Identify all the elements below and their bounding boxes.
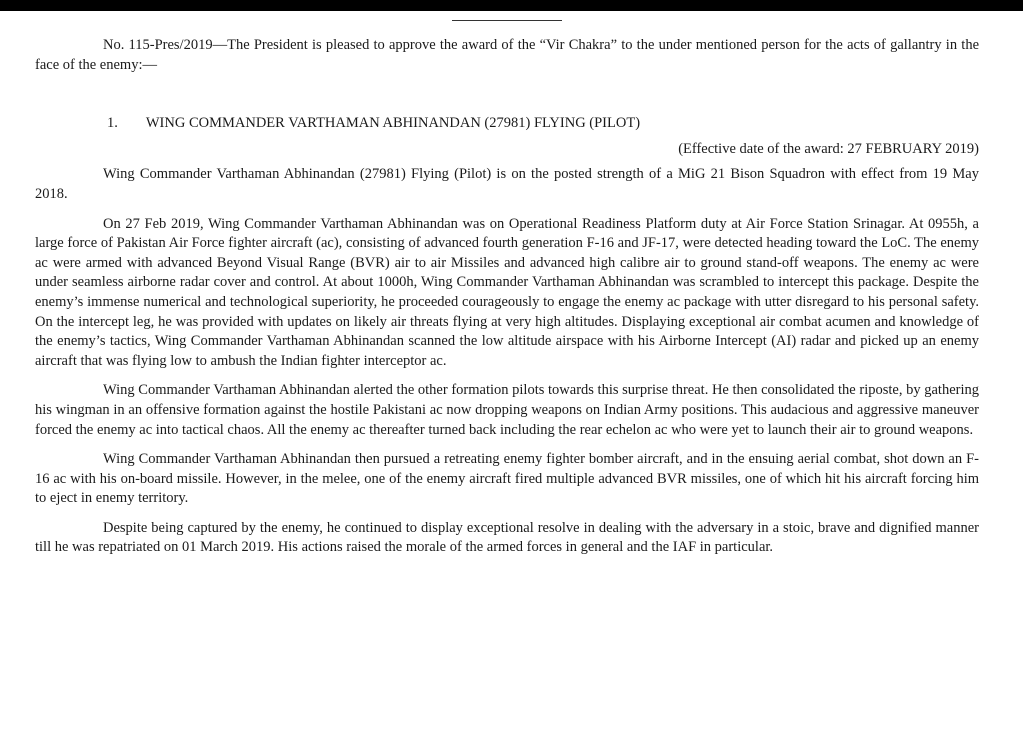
effective-date: (Effective date of the award: 27 FEBRUARY 2019) <box>678 140 979 157</box>
notification-intro: No. 115-Pres/2019—The President is pleased to approve the award of the “Vir Chakra” to the under mentioned person for the acts of gallantry in the face of the enemy:— <box>35 37 979 73</box>
citation-paragraph-5: Despite being captured by the enemy, he continued to display exceptional resolve in dealing with the adversary in a stoic, brave and dignified manner till he was repatriated on 01 March 2019. His actions raised the morale of the armed forces in general and the IAF in particular. <box>35 519 979 556</box>
header-divider <box>452 20 562 21</box>
top-black-bar <box>0 0 1023 11</box>
citation-paragraph-3: Wing Commander Varthaman Abhinandan alerted the other formation pilots towards this surprise threat. He then consolidated the riposte, by gathering his wingman in an offensive formation against the hostile Pakistani ac now dropping weapons on Indian Army positions. This audacious and aggressive maneuver forced the enemy ac into tactical chaos. All the enemy ac thereafter turned back including the rear echelon ac who were yet to launch their air to ground weapons. <box>35 382 979 438</box>
citation-paragraph-4: Wing Commander Varthaman Abhinandan then pursued a retreating enemy fighter bomber aircraft, and in the ensuing aerial combat, shot down an F-16 ac with his on-board missile. However, in the melee, one of the enemy aircraft fired multiple advanced BVR missiles, one of which hit his aircraft forcing him to eject in enemy territory. <box>35 451 979 507</box>
citation-paragraph-1: Wing Commander Varthaman Abhinandan (27981) Flying (Pilot) is on the posted strength of a MiG 21 Bison Squadron with effect from 19 May 2018. <box>35 166 979 202</box>
document-body <box>35 36 979 558</box>
entry-number: 1. <box>107 115 118 132</box>
citation-paragraph-2: On 27 Feb 2019, Wing Commander Varthaman Abhinandan was on Operational Readiness Platform duty at Air Force Station Srinagar. At 0955h, a large force of Pakistan Air Force fighter aircraft (ac), consisting of advanced fourth generation F-16 and JF-17, were detected heading toward the LoC. The enemy ac were armed with advanced Beyond Visual Range (BVR) air to air Missiles and advanced high calibre air to ground stand-off weapons. The enemy ac were under seamless airborne radar cover and control. At about 1000h, Wing Commander Varthaman Abhinandan was scrambled to intercept this package. Despite the enemy’s immense numerical and technological superiority, he proceeded courageously to engage the enemy ac package with utter disregard to his personal safety. On the intercept leg, he was provided with updates on likely air threats flying at very high altitudes. Displaying exceptional air combat acumen and knowledge of the enemy’s tactics, Wing Commander Varthaman Abhinandan scanned the low altitude airspace with his Airborne Intercept (AI) radar and picked up an enemy aircraft that was flying low to ambush the Indian fighter interceptor ac. <box>35 215 979 369</box>
entry-title: WING COMMANDER VARTHAMAN ABHINANDAN (27981) FLYING (PILOT) <box>145 115 641 132</box>
award-entry-heading <box>35 114 979 134</box>
